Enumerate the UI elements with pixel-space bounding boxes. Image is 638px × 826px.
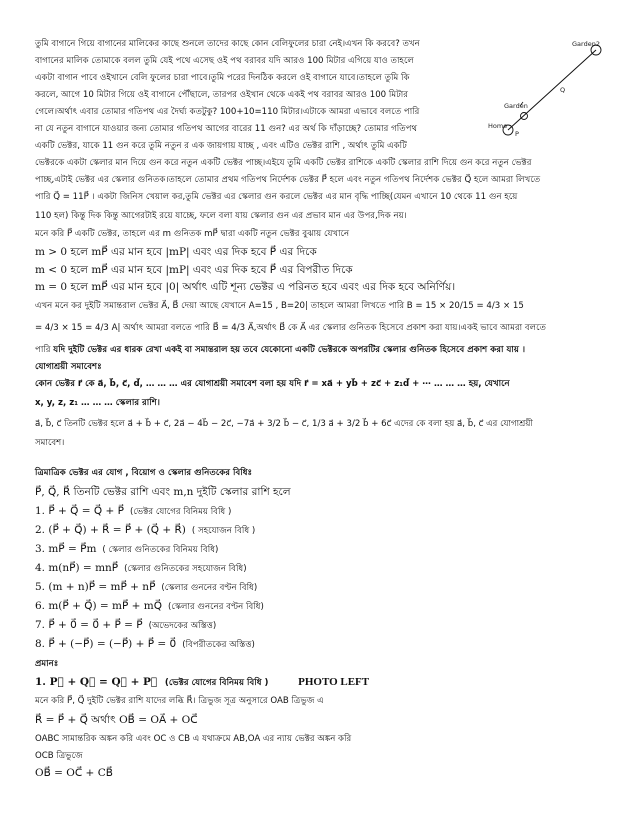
para1-line-10: পারি Q⃗ = 11P⃗ । একটা জিনিস খেয়াল কর,তুমি ভেক্টর এর স্কেলার গুন করলে ভেক্টর এর মান বৃদ্ধি পাচ্ছি(যেমন এখানে 10 থেকে 11 গুন হয়ে — [35, 192, 518, 202]
vector-path-diagram — [486, 36, 628, 140]
rule-item — [35, 619, 216, 633]
proof-title-expr: 1. P⃗ + Q⃗ = Q⃗ + P⃗ — [35, 676, 158, 688]
label-p: P — [515, 130, 519, 138]
para2-intro: মনে করি P⃗ একটি ভেক্টর, তাহলে এর m গুনিতক mP⃗ দ্বারা একটি নতুন ভেক্টর বুঝায় যেখানে — [35, 229, 350, 239]
para2-conclusion — [35, 344, 525, 357]
para1-line-3: একটা বাগান পাবে ওইখানে বেলি ফুলের চারা পাবে।তুমি পরের দিনঠিক করলে ওই বাগানে যাবে।তাহলে তুমি কি — [35, 73, 410, 83]
proof-title — [35, 676, 369, 690]
linear-def-line2: x, y, z, z₁ … … … স্কেলার রাশি। — [35, 398, 160, 408]
para2-example1: এখন মনে কর দুইটি সমান্তরাল ভেক্টর A⃗, B⃗ দেয়া আছে যেখানে A=15 , B=20| তাহলে আমরা লিখতে পারি B = 15 × 20/15 = 4/3 × 15 — [35, 301, 524, 311]
proof-line2: R⃗ = P⃗ + Q⃗ অর্থাৎ OB⃗ = OA⃗ + OC⃗ — [35, 714, 198, 726]
para1-line-8: ভেক্টরকে একটা স্কেলার মান দিয়ে গুন করে নতুন একটি ভেক্টর পাচ্ছ।এইযে তুমি একটি ভেক্টর রাশিকে একটি স্কেলার রাশি দিয়ে গুন করে নতুন ভেক্টর — [35, 158, 532, 168]
rule-expression: 4. m(nP⃗) = mnP⃗ — [35, 562, 119, 574]
linear-example-line2: সমাবেশ। — [35, 438, 65, 448]
para1-line-5: গেলে।অর্থাৎ এবার তোমার গতিপথ এর দৈর্ঘ্য কতটুকু? 100+10=110 মিটার।এটাকে আমরা এভাবে বলতে পারি — [35, 107, 420, 117]
rule-note: (স্কেলার গুনিতকের সহযোজন বিধি) — [124, 564, 247, 574]
para2-case1: m > 0 হলে mP⃗ এর মান হবে |mP| এবং এর দিক হবে P⃗ এর দিকে — [35, 246, 317, 258]
proof-title-note: (ভেক্টর যোগের বিনিময় বিধি ) — [164, 678, 269, 688]
rule-expression: 7. P⃗ + 0⃗ = 0⃗ + P⃗ = P⃗ — [35, 619, 143, 631]
para2-conclusion-bold: যদি দুইটি ভেক্টর এর ধারক রেখা একই বা সমান্তরাল হয় তবে যেকোনো একটি ভেক্টরকে অপরটির স্কেলার গুনিতক হিসেবে প্রকাশ করা যায় । — [53, 345, 526, 355]
rule-expression: 1. P⃗ + Q⃗ = Q⃗ + P⃗ — [35, 505, 124, 517]
rule-item — [35, 562, 247, 576]
para1-line-4: করলে, আগে 10 মিটার গিয়ে ওই বাগানে পৌঁছালে, তারপর ওইখান থেকে একই পথ বরাবর আরও 100 মিটার — [35, 90, 409, 100]
linear-def-line1: কোন ভেক্টর r⃗ কে a⃗, b⃗, c⃗, d⃗, … … … এর যোগাশ্রয়ী সমাবেশ বলা হয় যদি r⃗ = xa⃗ + yb⃗ + zc⃗ + z₁d⃗ + ⋯ … … … হয়, যেখানে — [35, 379, 510, 389]
rule-expression: 5. (m + n)P⃗ = mP⃗ + nP⃗ — [35, 581, 156, 593]
para1-line-1: তুমি বাগানে গিয়ে বাগানের মালিকের কাছে শুনলে তাদের কাছে কোন বেলিফুলের চারা নেই।এখন কি করবে? তখন — [35, 39, 420, 49]
proof-line1: মনে করি P⃗, Q⃗ দুইটি ভেক্টর রাশি যাদের লব্ধি R⃗। ত্রিভুজ সূত্র অনুসারে OAB ত্রিভুজ এ — [35, 696, 324, 706]
para2-example2: = 4/3 × 15 = 4/3 A| অর্থাৎ আমরা বলতে পারি B⃗ = 4/3 A⃗,অর্থাৎ B⃗ কে A⃗ এর স্কেলার গুনিতক হিসেবে প্রকাশ করা যায়।একই ভাবে আমরা বলতে — [35, 323, 546, 333]
rule-note: (স্কেলার গুননের বণ্টন বিধি) — [168, 602, 264, 612]
rule-item — [35, 600, 264, 614]
rule-item — [35, 638, 255, 652]
proof-line4: OCB ত্রিভুজে — [35, 751, 83, 761]
para2-conclusion-plain: পারি — [35, 345, 51, 355]
para2-case3: m = 0 হলে mP⃗ এর মান হবে |0| অর্থাৎ এটি শূন্য ভেক্টর এ পরিনত হবে এবং এর দিক হবে অনির্ণিয়। — [35, 281, 456, 293]
rules-heading: ত্রিমাত্রিক ভেক্টর এর যোগ , বিয়োগ ও স্কেলার গুনিতকের বিধিঃ — [35, 468, 253, 478]
para2-case2: m < 0 হলে mP⃗ এর মান হবে |mP| এবং এর দিক হবে P⃗ এর বিপরীত দিকে — [35, 264, 353, 276]
rule-expression: 2. (P⃗ + Q⃗) + R⃗ = P⃗ + (Q⃗ + R⃗) — [35, 524, 186, 536]
para1-line-11: 110 হল) কিন্তু দিক কিন্তু আগেরটাই রয়ে যাচ্ছে, ফলে বলা যায় স্কেলার গুন এর প্রভাব মান এর উপর,দিক নয়। — [35, 211, 407, 221]
rule-note: (বিপরীতকের অস্তিত্ত) — [182, 640, 255, 650]
rule-item — [35, 524, 255, 538]
proof-line5: OB⃗ = OC⃗ + CB⃗ — [35, 767, 113, 779]
proof-line3: OABC সামান্তরিক অঙ্কন করি এবং OC ও CB এ যথাক্রমে AB,OA এর ন্যায় ভেক্টর অঙ্কন করি — [35, 734, 352, 744]
rule-note: (ভেক্টর যোগের বিনিময় বিধি ) — [129, 507, 232, 517]
label-home: Home — [488, 122, 508, 130]
linear-example-line1: a⃗, b⃗, c⃗ তিনটি ভেক্টর হলে a⃗ + b⃗ + c⃗, 2a⃗ − 4b⃗ − 2c⃗, −7a⃗ + 3/2 b⃗ − c⃗, 1/3 a⃗ + 3/2 b⃗ + 6c⃗ এদের কে বলা হয় a⃗, b⃗, c⃗ এর যোগাশ্রয়ী — [35, 419, 533, 429]
rule-note: (স্কেলার গুননের বণ্টন বিধি) — [161, 583, 258, 593]
rule-expression: 8. P⃗ + (−P⃗) = (−P⃗) + P⃗ = 0⃗ — [35, 638, 177, 650]
label-garden: Garden — [504, 102, 528, 110]
rule-item — [35, 581, 257, 595]
linear-combination-heading: যোগাশ্রয়ী সমাবেশঃ — [35, 362, 102, 372]
rule-expression: 6. m(P⃗ + Q⃗) = mP⃗ + mQ⃗ — [35, 600, 163, 612]
photo-left-label: PHOTO LEFT — [298, 676, 370, 688]
label-q: Q — [560, 86, 566, 94]
rule-note: ( স্কেলার গুনিতকের বিনিময় বিধি) — [102, 545, 219, 555]
rule-note: ( সহযোজন বিধি ) — [191, 526, 256, 536]
label-garden2: Garden2 — [572, 40, 600, 48]
rule-expression: 3. mP⃗ = P⃗m — [35, 543, 97, 555]
rules-intro: P⃗, Q⃗, R⃗ তিনটি ভেক্টর রাশি এবং m,n দুইটি স্কেলার রাশি হলে — [35, 486, 291, 498]
para1-line-6: না যে নতুন বাগানে যাওয়ার জন্য তোমার গতিপথ আগের বারের 11 গুন? এর অর্থ কি দাঁড়াচ্ছে? তোমার গতিপথ — [35, 124, 418, 134]
rule-item — [35, 505, 231, 519]
rule-note: (অভেদকের অস্তিত্ত) — [148, 621, 217, 631]
rule-item — [35, 543, 218, 557]
proof-heading: প্রমানঃ — [35, 659, 59, 669]
para1-line-9: পাচ্ছ,এটাই ভেক্টর এর স্কেলার গুনিতক।তাহলে তোমার প্রথম গতিপথ নির্দেশক ভেক্টর P⃗ হলে এবং নতুন গতিপথ নির্দেশক ভেক্টর Q⃗ হলে আমরা লিখতে — [35, 175, 541, 185]
para1-line-7: একটি ভেক্টর, যাকে 11 গুন করে তুমি নতুন র এক জায়গায় যাচ্ছ , এবং এটিও ভেক্টর রাশি , অর্থাৎ তুমি একটি — [35, 141, 407, 151]
para1-line-2: বাগানের মালিক তোমাকে বলল তুমি যেই পথে এসেছ ওই পথ বরাবর যদি আরও 100 মিটার এগিয়ে যাও তাহলে — [35, 56, 414, 66]
